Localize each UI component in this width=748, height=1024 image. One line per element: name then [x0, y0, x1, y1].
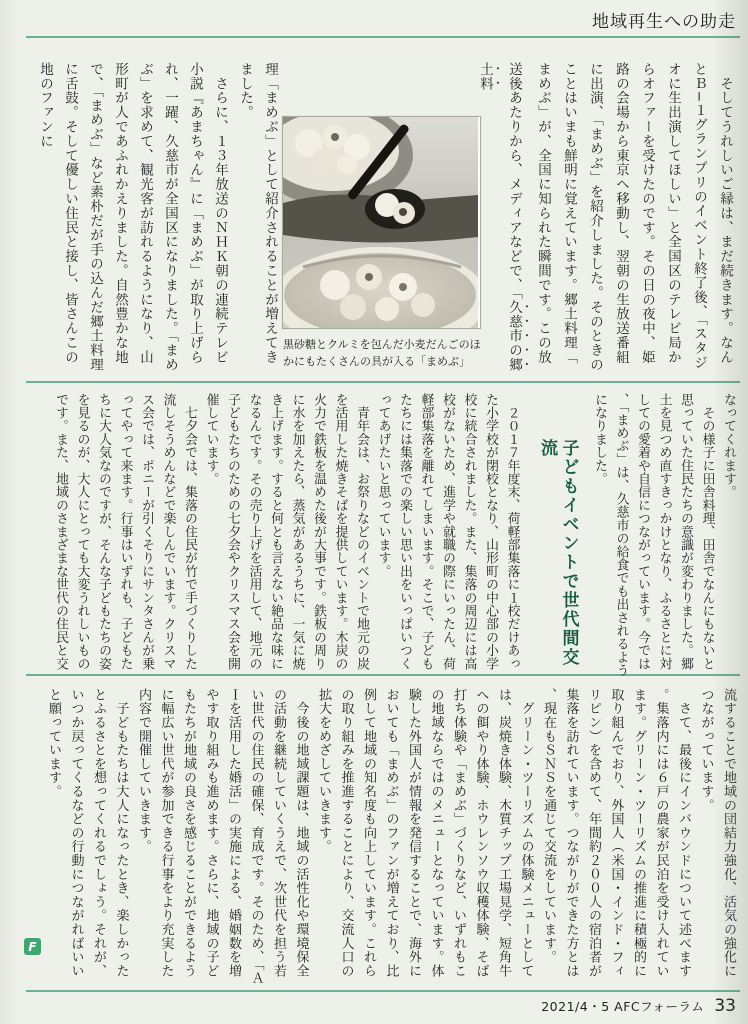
- paragraph: 理「まめぶ」として紹介されることが増えてきました。: [237, 62, 278, 365]
- section-rule-top: [26, 381, 740, 383]
- photo-caption: 黒砂糖とクルミを包んだ小麦だんごのほかにもたくさんの具が入る「まめぶ」: [283, 338, 481, 369]
- section-heading: 子どもイベントで世代間交流: [537, 439, 579, 667]
- footer-issue-label: 2021/4・5 AFCフォーラム: [541, 999, 705, 1014]
- article-band3: [42, 688, 740, 986]
- paragraph: 流することで地域の団結力強化、活気の強化につながっています。: [698, 688, 736, 978]
- mamebu-photo: [282, 116, 481, 329]
- footer-page-number: 33: [714, 996, 736, 1016]
- paragraph: 七夕会では、集落の住民が竹で手づくりした流しそうめんなどで楽しんでいます。クリスマス会では、ポニーが引くそりにサンタさんが乗ってやって来ます。行事はいずれも、子どもたちに大人気なのですが、そんな子どもたちの姿を見るのが、大人にとっても大変うれしいものです。また、地域のさまざまな世代の住民と交: [53, 393, 197, 671]
- paragraph: [472, 62, 738, 376]
- paragraph: 子どもたちは大人になったとき、楽しかったとふるさとを想ってくれるでしょう。それが、いつか戻ってくるなどの行動につながればいいと願っています。: [46, 688, 129, 978]
- footer-rule: [26, 990, 740, 992]
- paragraph: 今後の地域課題は、地域の活性化や環境保全の活動を継続していくうえで、次世代を担う若い世代の住民の確保、育成です。そのため、「ＡＩを活用した婚活」の実施による、婚姻数を増やす取り組みも進めます。さらに、地域の子どもたちが地域の良さを感じることができるように幅広い世代が参加できる行事をより充実した内容で開催していきます。: [136, 688, 309, 986]
- emphasized-text: 久慈市の郷土料: [477, 62, 522, 373]
- article-band2: [50, 393, 740, 677]
- paragraph: さて、最後にインバウンドについて述べます。集落内には６戸の農家が民泊を受け入れています。グリーン・ツーリズムの推進に積極的に取り組んでおり、外国人（米国・インド・フィリピン）を含めて、年間約２００人の宿泊者が集落を訪れています。つながりができた方とは、現在もＳＮＳを通じて交流をしています。: [541, 688, 691, 978]
- paragraph: なってくれます。: [721, 393, 736, 499]
- mamebu-photo-illustration: [283, 117, 478, 328]
- header-rule: [26, 36, 740, 38]
- article-band1-left: [32, 62, 282, 376]
- page-header-title: 地域再生への助走: [592, 12, 736, 32]
- page-footer: [541, 996, 736, 1016]
- paragraph: その様子に田舎料理、田舎でなんにもないと思っていた住民たちの意識が変わりました。郷土を見つめ直すきっかけとなり、ふるさとに対しての愛着や自信につながっています。今では、「まめぶ」は、久慈市の給食でも出されるようになりました。: [592, 393, 715, 677]
- article-end-mark: F: [24, 938, 41, 955]
- paragraph: 青年会は、お祭りなどのイベントで地元の炭を活用した焼きそばを提供しています。木炭の火力で鉄板を温めた後が大事です。鉄板の周りに水を加えたら、蒸気があるうちに、一気に焼き上げます。すると何とも言えない絶品な味になるんです。その売り上げを活用して、地元の子どもたちのための七夕会やクリスマス会を開催しています。: [203, 393, 369, 671]
- paragraph: グリーン・ツーリズムの体験メニューとしては、炭焼き体験、木質チップ工場見学、短角牛への餌やり体験、ホウレンソウ収穫体験、そば打ち体験や「まめぶ」づくりなど、いずれもこの地域ならではのメニューとなっています。体験した外国人が情報を発信することで、海外においても「まめぶ」のファンが増えており、比例して地域の知名度も向上しています。これらの取り組みを推進することにより、交流人口の拡大をめざしていきます。: [316, 688, 534, 978]
- paragraph: ２０１７年度末、荷軽部集落に１校だけあった小学校が閉校となり、山形町の中心部の小学校に統合されました。また、集落の周辺には高校がないため、進学や就職の際にいったん、荷軽部集落を離れてしまいます。そこで、子どもたちには集落での楽しい思い出をいっぱいつくってあげたいと思っています。: [375, 393, 520, 671]
- paragraph-text: そしてうれしいご縁は、まだ続きます。なんとＢ−１グランプリのイベント終了後、「スタジオに生出演してほしい」と全国区のテレビ局からオファーを受けたのです。その日の夜中、姫路の会場から東京へ移動し、翌朝の生放送番組に出演、「まめぶ」を紹介しました。そのときのことはいまも鮮明に覚えています。郷土料理「まめぶ」が、全国に知られた瞬間です。この放送後あたりから、メディアなどで、「: [506, 62, 733, 373]
- paragraph: さらに、１３年放送のＮＨＫ朝の連続テレビ小説『あまちゃん』に「まめぶ」が取り上げられ、一躍、久慈市が全国区になりました。「まめぶ」を求めて、観光客が訪れるようになり、山形町が人であふれかえりました。自然豊かな地で、「まめぶ」など素朴だが手の込んだ郷土料理に舌鼓。そして優しい住民と接し、皆さんこの地のファンに: [37, 62, 228, 373]
- article-band1-right: [472, 62, 738, 376]
